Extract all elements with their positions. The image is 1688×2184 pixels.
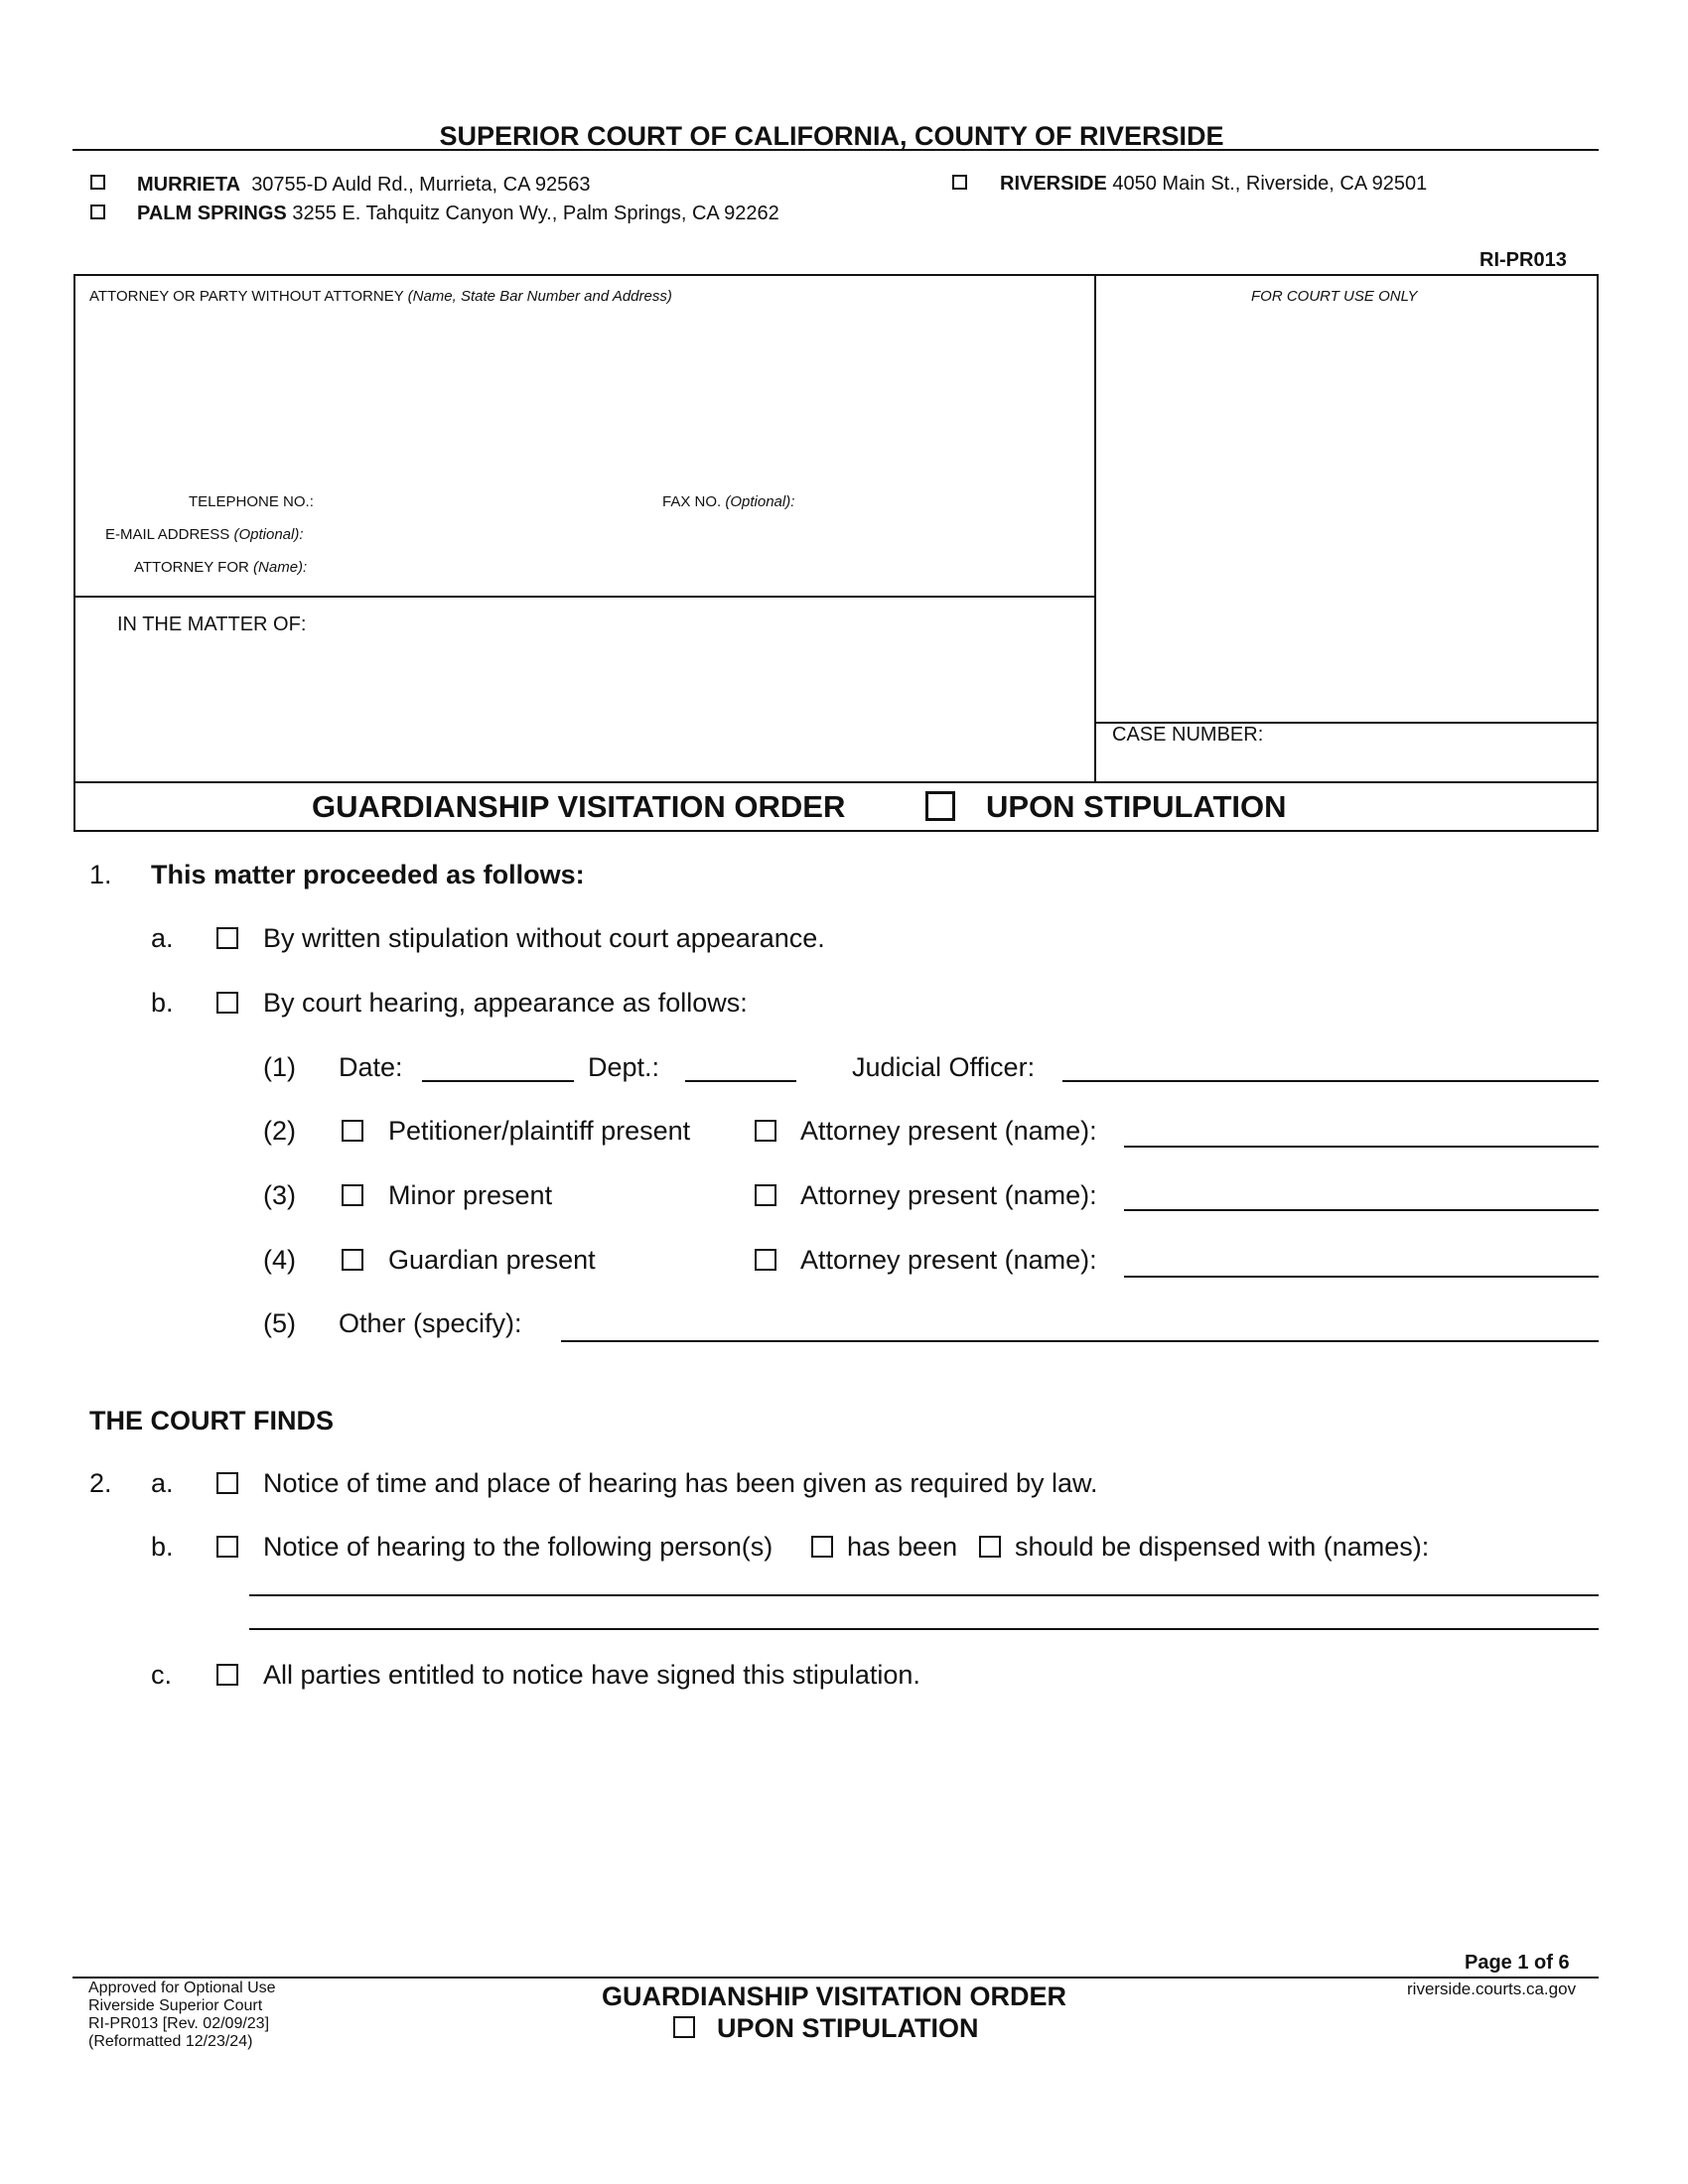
item-2c-text: All parties entitled to notice have signed this stipulation. (263, 1660, 920, 1690)
item-1b1-number: (1) (263, 1052, 296, 1082)
murrieta-checkbox[interactable] (90, 175, 105, 190)
petitioner-text: Petitioner/plaintiff present (388, 1116, 691, 1146)
other-field[interactable] (561, 1340, 1599, 1342)
matter-label: IN THE MATTER OF: (117, 614, 307, 635)
footer-court: Riverside Superior Court (88, 1997, 263, 2014)
item-2c-checkbox[interactable] (216, 1664, 238, 1686)
attorney-label (89, 288, 672, 305)
section1-heading: This matter proceeded as follows: (151, 860, 585, 889)
item-1a-text: By written stipulation without court appearance. (263, 923, 825, 953)
palm-springs-checkbox[interactable] (90, 205, 105, 219)
attorney-4-field[interactable] (1124, 1276, 1599, 1278)
fax-label-text: FAX NO. (662, 493, 722, 510)
item-1b-checkbox[interactable] (216, 992, 238, 1014)
section1-number: 1. (89, 860, 112, 889)
minor-text: Minor present (388, 1180, 553, 1210)
riverside-location (1000, 173, 1427, 196)
murrieta-name: MURRIETA (137, 174, 241, 196)
item-1a-checkbox[interactable] (216, 927, 238, 949)
attorney-for-label-text: ATTORNEY FOR (134, 559, 249, 576)
item-1b5-number: (5) (263, 1308, 296, 1338)
date-label: Date: (339, 1052, 403, 1082)
item-2b-checkbox[interactable] (216, 1536, 238, 1558)
item-1b-text: By court hearing, appearance as follows: (263, 988, 748, 1018)
attorney-2-field[interactable] (1124, 1146, 1599, 1148)
item-1b3-number: (3) (263, 1180, 296, 1210)
form-code: RI-PR013 (1479, 249, 1567, 271)
header-rule (72, 149, 1599, 151)
attorney-4-checkbox[interactable] (755, 1249, 776, 1271)
murrieta-location (137, 174, 591, 197)
palm-springs-address: 3255 E. Tahquitz Canyon Wy., Palm Springs, CA 92262 (292, 203, 779, 224)
item-1b-letter: b. (151, 988, 174, 1018)
footer-revision: RI-PR013 [Rev. 02/09/23] (88, 2015, 270, 2032)
attorney-4-label: Attorney present (name): (800, 1245, 1097, 1275)
item-2c-letter: c. (151, 1660, 173, 1690)
item-1b4-number: (4) (263, 1245, 296, 1275)
caption-divider-vertical (1094, 274, 1096, 783)
murrieta-address: 30755-D Auld Rd., Murrieta, CA 92563 (251, 174, 591, 196)
riverside-name: RIVERSIDE (1000, 173, 1107, 195)
attorney-label-note: (Name, State Bar Number and Address) (407, 288, 672, 305)
palm-springs-location (137, 203, 779, 225)
attorney-3-checkbox[interactable] (755, 1184, 776, 1206)
case-number-label: CASE NUMBER: (1112, 724, 1264, 746)
court-finds-heading: THE COURT FINDS (89, 1406, 334, 1435)
guardian-checkbox[interactable] (342, 1249, 363, 1271)
attorney-3-label: Attorney present (name): (800, 1180, 1097, 1210)
dept-field[interactable] (685, 1080, 796, 1082)
form-title-stipulation: UPON STIPULATION (986, 789, 1287, 824)
other-label: Other (specify): (339, 1308, 522, 1338)
names-field-2[interactable] (249, 1628, 1599, 1630)
fax-label-note: (Optional): (725, 493, 795, 510)
telephone-label: TELEPHONE NO.: (189, 493, 314, 510)
item-2b-letter: b. (151, 1532, 174, 1562)
attorney-3-field[interactable] (1124, 1209, 1599, 1211)
guardian-text: Guardian present (388, 1245, 596, 1275)
palm-springs-name: PALM SPRINGS (137, 203, 287, 224)
item-1b2-number: (2) (263, 1116, 296, 1146)
dispensed-text: should be dispensed with (names): (1015, 1532, 1430, 1562)
minor-checkbox[interactable] (342, 1184, 363, 1206)
upon-stipulation-checkbox[interactable] (925, 791, 955, 821)
date-field[interactable] (422, 1080, 574, 1082)
footer-title: GUARDIANSHIP VISITATION ORDER (601, 1981, 1067, 2011)
item-2a-text: Notice of time and place of hearing has been given as required by law. (263, 1468, 1098, 1498)
caption-box (73, 274, 1599, 832)
fax-label (662, 493, 794, 510)
form-title: GUARDIANSHIP VISITATION ORDER (312, 789, 846, 824)
judicial-officer-field[interactable] (1062, 1080, 1599, 1082)
item-1a-letter: a. (151, 923, 174, 953)
has-been-text: has been (847, 1532, 958, 1562)
footer-stipulation-checkbox[interactable] (673, 2016, 695, 2038)
court-title: SUPERIOR COURT OF CALIFORNIA, COUNTY OF RIVERSIDE (439, 121, 1224, 151)
names-field-1[interactable] (249, 1594, 1599, 1596)
email-label (105, 526, 304, 543)
attorney-for-label (134, 559, 307, 576)
email-label-text: E-MAIL ADDRESS (105, 526, 230, 543)
section2-number: 2. (89, 1468, 112, 1498)
attorney-2-label: Attorney present (name): (800, 1116, 1097, 1146)
judicial-officer-label: Judicial Officer: (852, 1052, 1036, 1082)
item-2a-checkbox[interactable] (216, 1472, 238, 1494)
riverside-address: 4050 Main St., Riverside, CA 92501 (1112, 173, 1428, 195)
attorney-2-checkbox[interactable] (755, 1120, 776, 1142)
riverside-checkbox[interactable] (952, 175, 967, 190)
has-been-checkbox[interactable] (811, 1536, 833, 1558)
petitioner-checkbox[interactable] (342, 1120, 363, 1142)
item-2a-letter: a. (151, 1468, 174, 1498)
attorney-label-text: ATTORNEY OR PARTY WITHOUT ATTORNEY (89, 288, 404, 305)
dispensed-checkbox[interactable] (979, 1536, 1001, 1558)
dept-label: Dept.: (588, 1052, 660, 1082)
email-label-note: (Optional): (233, 526, 304, 543)
footer-website: riverside.courts.ca.gov (1407, 1979, 1577, 1998)
footer-rule (72, 1977, 1599, 1979)
caption-divider-title (73, 781, 1599, 783)
court-use-label: FOR COURT USE ONLY (1251, 288, 1418, 305)
footer-subtitle: UPON STIPULATION (717, 2013, 979, 2043)
footer-approved: Approved for Optional Use (88, 1979, 276, 1996)
attorney-for-label-note: (Name): (253, 559, 308, 576)
page-number: Page 1 of 6 (1465, 1952, 1570, 1974)
item-2b-text: Notice of hearing to the following person(s) (263, 1532, 774, 1562)
footer-reformatted: (Reformatted 12/23/24) (88, 2033, 253, 2050)
caption-divider-attorney (73, 596, 1096, 598)
